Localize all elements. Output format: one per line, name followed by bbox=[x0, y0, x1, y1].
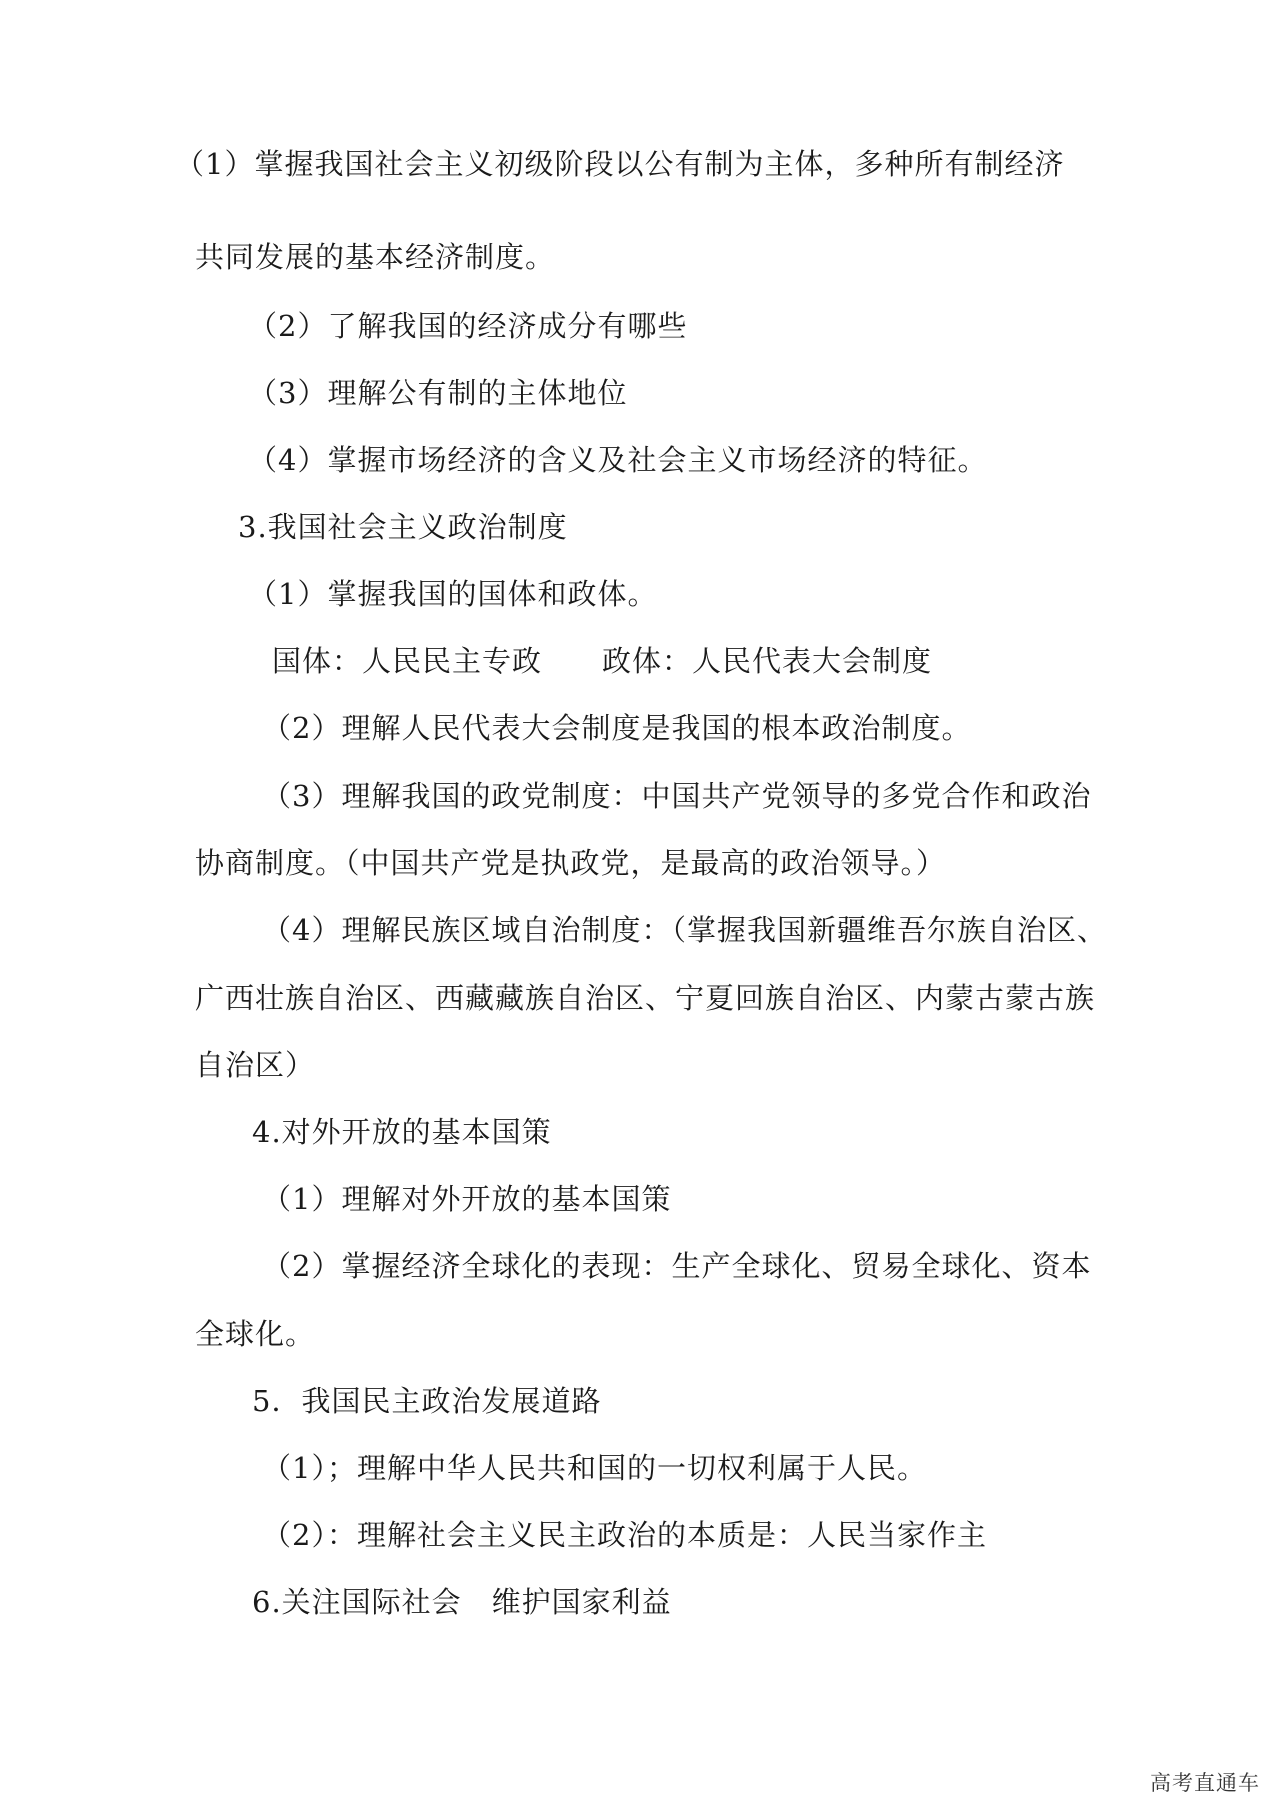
text-line: 国体：人民民主专政 政体：人民代表大会制度 bbox=[272, 644, 933, 678]
text-line: 全球化。 bbox=[195, 1317, 316, 1351]
text-line: （3）理解公有制的主体地位 bbox=[248, 376, 628, 410]
text-line: （2）：理解社会主义民主政治的本质是：人民当家作主 bbox=[262, 1518, 987, 1552]
text-line: （4）理解民族区域自治制度：（掌握我国新疆维吾尔族自治区、 bbox=[262, 913, 1107, 947]
text-line: （1）理解对外开放的基本国策 bbox=[262, 1182, 672, 1216]
section-heading: 4.对外开放的基本国策 bbox=[252, 1115, 552, 1149]
text-line: （3）理解我国的政党制度：中国共产党领导的多党合作和政治 bbox=[262, 779, 1092, 813]
watermark-text: 高考直通车 bbox=[1150, 1771, 1260, 1795]
text-line: （4）掌握市场经济的含义及社会主义市场经济的特征。 bbox=[248, 443, 988, 477]
text-line: （1）掌握我国社会主义初级阶段以公有制为主体，多种所有制经济 bbox=[175, 147, 1065, 181]
text-line: （1）掌握我国的国体和政体。 bbox=[248, 577, 658, 611]
text-line: （2）理解人民代表大会制度是我国的根本政治制度。 bbox=[262, 711, 972, 745]
text-line: 自治区） bbox=[195, 1048, 316, 1082]
text-line: 广西壮族自治区、西藏藏族自治区、宁夏回族自治区、内蒙古蒙古族 bbox=[195, 981, 1096, 1015]
text-line: （2）掌握经济全球化的表现：生产全球化、贸易全球化、资本 bbox=[262, 1249, 1092, 1283]
section-heading: 3.我国社会主义政治制度 bbox=[238, 510, 568, 544]
text-line: 协商制度。（中国共产党是执政党，是最高的政治领导。） bbox=[195, 846, 947, 880]
text-line: （1）；理解中华人民共和国的一切权利属于人民。 bbox=[262, 1451, 927, 1485]
section-heading: 6.关注国际社会 维护国家利益 bbox=[252, 1585, 672, 1619]
text-line: （2）了解我国的经济成分有哪些 bbox=[248, 309, 688, 343]
section-heading: 5．我国民主政治发展道路 bbox=[252, 1384, 602, 1418]
text-line: 共同发展的基本经济制度。 bbox=[195, 240, 556, 274]
